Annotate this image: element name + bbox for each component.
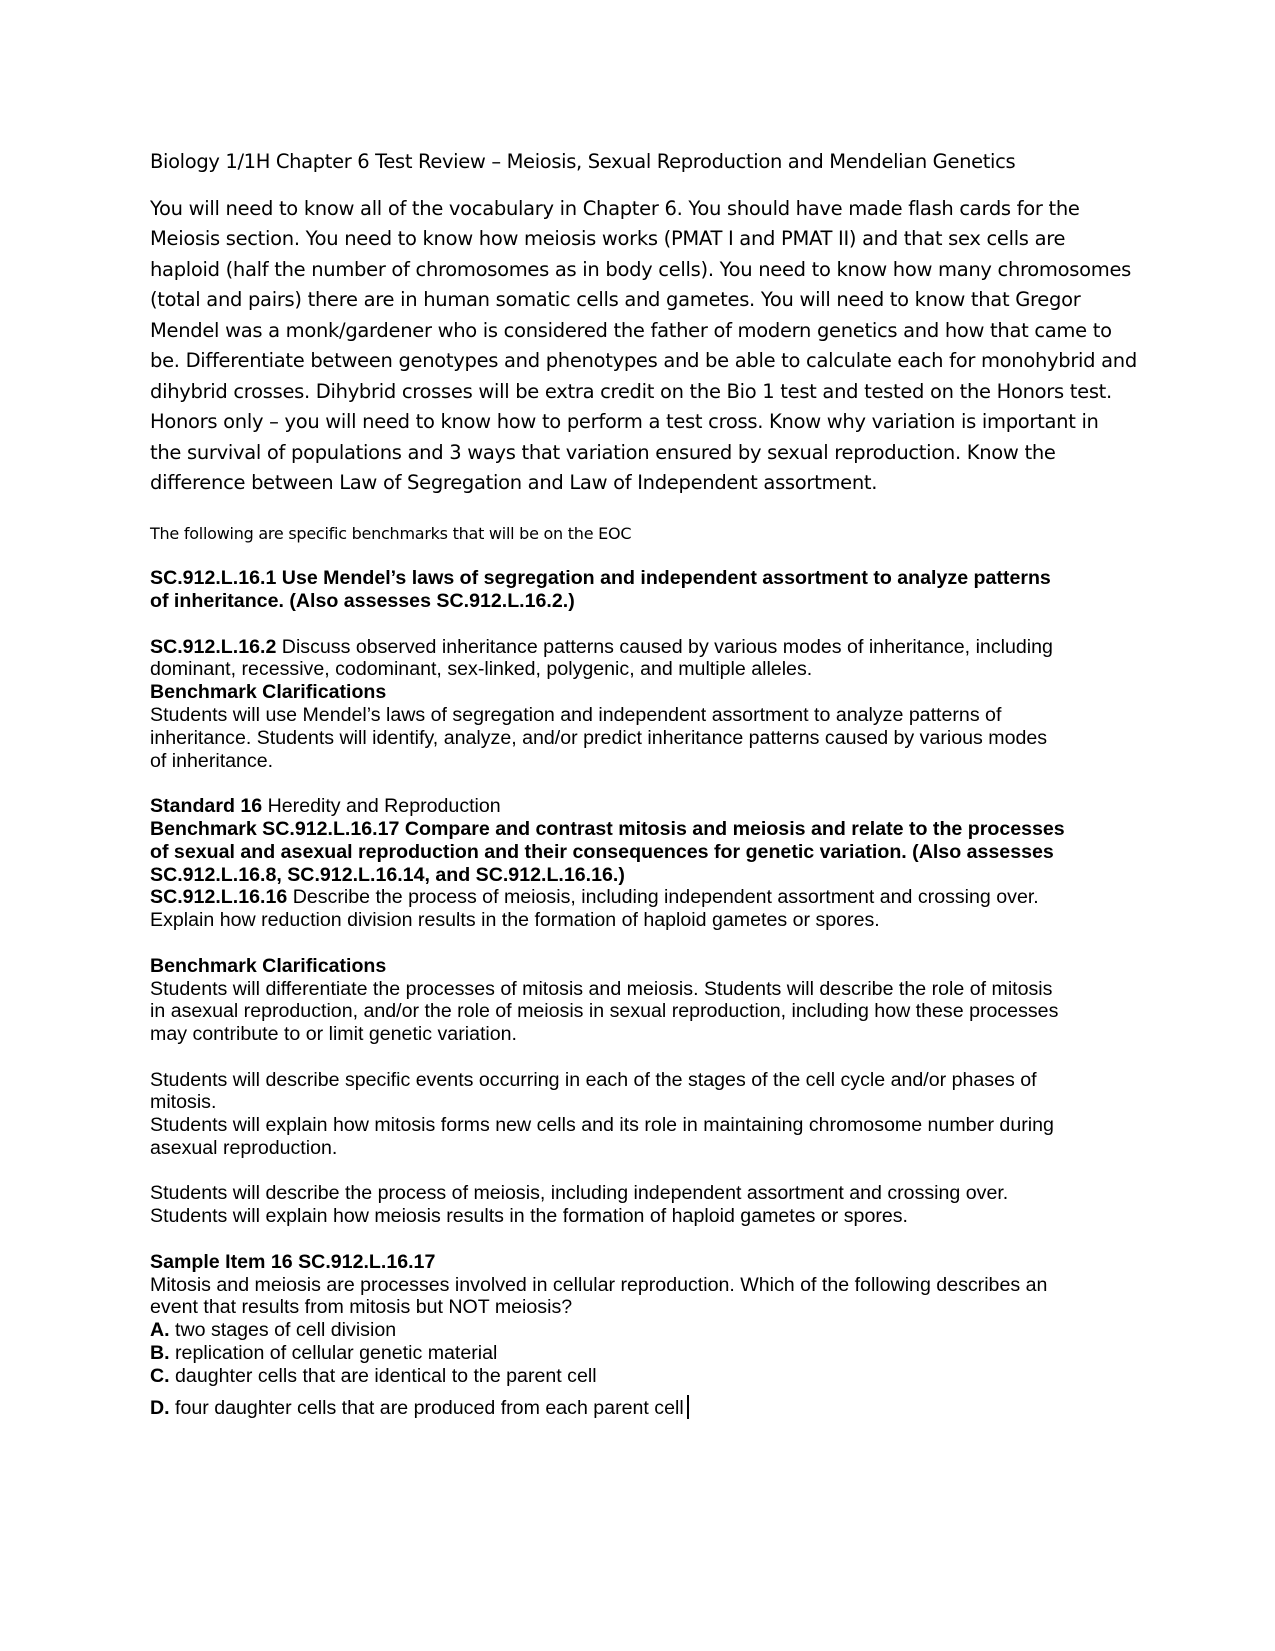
benchmark-16-16-line: Explain how reduction division results in the formation of haploid gametes or spores.	[150, 909, 880, 931]
clarification-line: mitosis.	[150, 1091, 217, 1113]
clarifications-heading: Benchmark Clarifications	[150, 681, 387, 703]
answer-option-c	[150, 1365, 597, 1388]
option-text: two stages of cell division	[169, 1319, 397, 1341]
option-letter: A.	[150, 1319, 170, 1341]
option-letter: C.	[150, 1365, 170, 1387]
option-letter: B.	[150, 1342, 170, 1364]
benchmark-text: Discuss observed inheritance patterns caused by various modes of inheritance, including	[276, 636, 1053, 658]
clarification-line: Students will describe the process of meiosis, including independent assortment and crossing over.	[150, 1182, 1009, 1204]
intro-line: Honors only – you will need to know how to perform a test cross. Know why variation is important in	[150, 410, 1099, 433]
sample-question-line: event that results from mitosis but NOT meiosis?	[150, 1296, 573, 1318]
benchmark-16-17-heading: of sexual and asexual reproduction and their consequences for genetic variation. (Also assesses	[150, 841, 1054, 863]
intro-line: be. Differentiate between genotypes and phenotypes and be able to calculate each for monohybrid and	[150, 349, 1137, 372]
clarification-line: Students will explain how mitosis forms new cells and its role in maintaining chromosome number during	[150, 1114, 1054, 1136]
intro-line: You will need to know all of the vocabulary in Chapter 6. You should have made flash cards for the	[150, 197, 1080, 220]
intro-line: Mendel was a monk/gardener who is considered the father of modern genetics and how that came to	[150, 319, 1112, 342]
clarification-line: asexual reproduction.	[150, 1137, 338, 1159]
standard-16-line	[150, 795, 501, 818]
clarification-line: Students will differentiate the processes of mitosis and meiosis. Students will describe the role of mitosis	[150, 978, 1053, 1000]
option-text: four daughter cells that are produced from each parent cell	[169, 1397, 684, 1419]
intro-line: haploid (half the number of chromosomes as in body cells). You need to know how many chromosomes	[150, 258, 1132, 281]
benchmark-text: Describe the process of meiosis, including independent assortment and crossing over.	[287, 886, 1039, 908]
intro-line: difference between Law of Segregation and Law of Independent assortment.	[150, 471, 878, 494]
answer-option-b	[150, 1342, 497, 1365]
benchmark-16-17-heading: SC.912.L.16.8, SC.912.L.16.14, and SC.912.L.16.16.)	[150, 864, 625, 886]
clarification-line: may contribute to or limit genetic variation.	[150, 1023, 518, 1045]
clarification-line: of inheritance.	[150, 750, 274, 772]
page-title: Biology 1/1H Chapter 6 Test Review – Meiosis, Sexual Reproduction and Mendelian Genetics	[150, 150, 1016, 173]
benchmark-code: SC.912.L.16.16	[150, 886, 288, 908]
clarification-line: Students will explain how meiosis results in the formation of haploid gametes or spores.	[150, 1205, 909, 1227]
standard-text: Heredity and Reproduction	[262, 795, 501, 817]
intro-line: Meiosis section. You need to know how meiosis works (PMAT I and PMAT II) and that sex cells are	[150, 227, 1066, 250]
clarifications-heading: Benchmark Clarifications	[150, 955, 387, 977]
intro-line: the survival of populations and 3 ways that variation ensured by sexual reproduction. Know the	[150, 441, 1056, 464]
intro-line: (total and pairs) there are in human somatic cells and gametes. You will need to know that Gregor	[150, 288, 1081, 311]
answer-option-a	[150, 1319, 396, 1342]
clarification-line: Students will describe specific events occurring in each of the stages of the cell cycle and/or phases of	[150, 1069, 1037, 1091]
clarification-line: Students will use Mendel’s laws of segregation and independent assortment to analyze patterns of	[150, 704, 1002, 726]
text-cursor	[687, 1395, 689, 1419]
sample-question-line: Mitosis and meiosis are processes involved in cellular reproduction. Which of the following describes an	[150, 1274, 1048, 1296]
benchmark-16-17-heading: Benchmark SC.912.L.16.17 Compare and contrast mitosis and meiosis and relate to the processes	[150, 818, 1065, 840]
benchmark-16-2-line: dominant, recessive, codominant, sex-linked, polygenic, and multiple alleles.	[150, 658, 813, 680]
sample-item-heading: Sample Item 16 SC.912.L.16.17	[150, 1251, 436, 1273]
clarification-line: inheritance. Students will identify, analyze, and/or predict inheritance patterns caused by various modes	[150, 727, 1048, 749]
option-text: daughter cells that are identical to the parent cell	[169, 1365, 597, 1387]
benchmark-16-16-line	[150, 886, 1039, 909]
intro-line: dihybrid crosses. Dihybrid crosses will be extra credit on the Bio 1 test and tested on the Honors test.	[150, 380, 1112, 403]
option-text: replication of cellular genetic material	[169, 1342, 498, 1364]
benchmark-16-2-line	[150, 636, 1053, 659]
benchmarks-note: The following are specific benchmarks that will be on the EOC	[150, 524, 632, 543]
standard-label: Standard 16	[150, 795, 263, 817]
benchmark-16-1-heading: of inheritance. (Also assesses SC.912.L.16.2.)	[150, 590, 575, 612]
clarification-line: in asexual reproduction, and/or the role of meiosis in sexual reproduction, including how these processes	[150, 1000, 1059, 1022]
benchmark-16-1-heading: SC.912.L.16.1 Use Mendel’s laws of segregation and independent assortment to analyze patterns	[150, 567, 1051, 589]
option-letter: D.	[150, 1397, 170, 1419]
answer-option-d	[150, 1395, 689, 1420]
benchmark-code: SC.912.L.16.2	[150, 636, 277, 658]
